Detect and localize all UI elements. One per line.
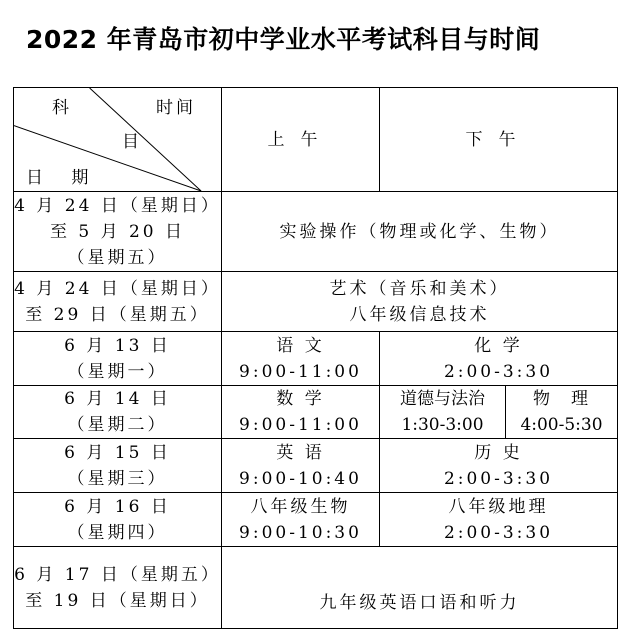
- exam-cell-arts: 艺术（音乐和美术） 八年级信息技术: [222, 272, 618, 332]
- exam-cell-oral: 九年级英语口语和听力: [222, 547, 618, 629]
- exam-cell-am: 语 文 9:00-11:00: [222, 332, 380, 386]
- header-afternoon: 下午: [380, 88, 618, 192]
- date-cell: 6 月 14 日 （星期二）: [14, 386, 222, 439]
- date-cell: 6 月 16 日 （星期四）: [14, 493, 222, 547]
- corner-label-subject-2: 目: [122, 132, 139, 152]
- table-row: [14, 192, 618, 272]
- date-cell: 4 月 24 日（星期日） 至 29 日（星期五）: [14, 272, 222, 332]
- date-cell: 4 月 24 日（星期日） 至 5 月 20 日 （星期五）: [14, 192, 222, 272]
- exam-cell-am: 英 语 9:00-10:40: [222, 439, 380, 493]
- table-header-row: [14, 88, 618, 192]
- table-row: [14, 493, 618, 547]
- page-title: 2022 年青岛市初中学业水平考试科目与时间: [26, 25, 541, 54]
- exam-cell-pm: 化 学 2:00-3:30: [380, 332, 618, 386]
- table-row: [14, 272, 618, 332]
- exam-cell-pm: 历 史 2:00-3:30: [380, 439, 618, 493]
- table-row: [14, 332, 618, 386]
- table-row: [14, 547, 618, 629]
- exam-cell-lab: 实验操作（物理或化学、生物）: [222, 192, 618, 272]
- header-morning: 上午: [222, 88, 380, 192]
- date-cell: 6 月 15 日 （星期三）: [14, 439, 222, 493]
- corner-label-date: 日 期: [26, 168, 91, 188]
- exam-cell-am: 八年级生物 9:00-10:30: [222, 493, 380, 547]
- table-row: [14, 386, 618, 439]
- exam-cell-pm-2: 物 理 4:00-5:30: [506, 386, 618, 439]
- corner-label-time: 时间: [156, 98, 196, 118]
- exam-cell-am: 数 学 9:00-11:00: [222, 386, 380, 439]
- date-cell: 6 月 13 日 （星期一）: [14, 332, 222, 386]
- exam-cell-pm: 八年级地理 2:00-3:30: [380, 493, 618, 547]
- corner-header-cell: [14, 88, 222, 192]
- table-row: [14, 439, 618, 493]
- exam-schedule-table: [13, 87, 618, 629]
- date-cell: 6 月 17 日（星期五） 至 19 日（星期日）: [14, 547, 222, 629]
- corner-label-subject: 科: [52, 98, 69, 118]
- exam-cell-pm-1: 道德与法治 1:30-3:00: [380, 386, 506, 439]
